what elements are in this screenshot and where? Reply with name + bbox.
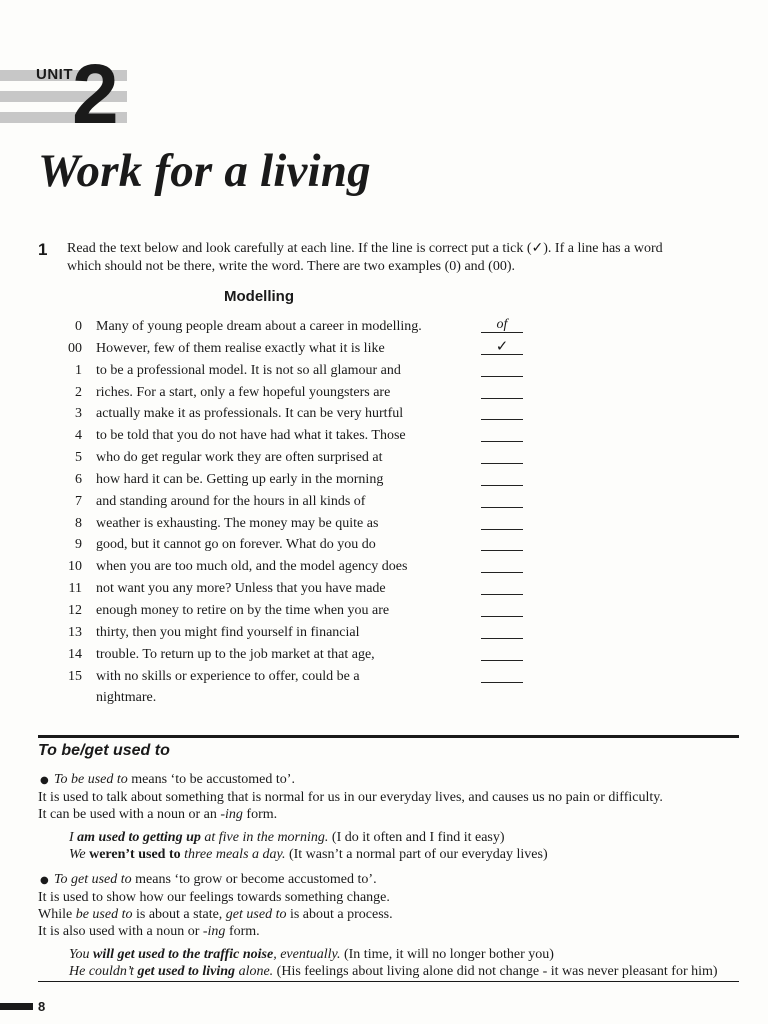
line-number: 10 — [68, 559, 82, 575]
line-text: to be told that you do not have had what it takes. Those — [96, 428, 406, 444]
answer-blank[interactable] — [481, 376, 523, 377]
line-number: 6 — [75, 471, 82, 487]
grammar-example: You will get used to the traffic noise, eventually. (In time, it will no longer bother you) — [69, 947, 554, 962]
answer-blank[interactable] — [481, 507, 523, 508]
line-text: to be a professional model. It is not so all glamour and — [96, 362, 401, 378]
exercise-lines — [0, 317, 768, 710]
instruction-line: which should not be there, write the word. There are two examples (0) and (00). — [67, 259, 515, 274]
line-number: 0 — [75, 319, 82, 334]
line-number: 14 — [68, 646, 82, 662]
grammar-heading: To be/get used to — [38, 742, 170, 759]
line-text: how hard it can be. Getting up early in the morning — [96, 471, 384, 487]
unit-number: 2 — [72, 47, 117, 141]
answer-blank[interactable] — [481, 529, 523, 530]
grammar-section — [38, 771, 758, 980]
exercise-line — [0, 623, 768, 645]
section-divider — [38, 735, 739, 738]
line-number: 00 — [68, 340, 82, 356]
line-text: actually make it as professionals. It can be very hurtful — [96, 406, 404, 422]
instruction-line: Read the text below and look carefully at each line. If the line is correct put a tick (✓). If a line has a word — [67, 241, 663, 256]
answer-blank[interactable] — [481, 398, 523, 399]
answer-blank[interactable] — [481, 317, 523, 333]
answer-text: of — [496, 317, 508, 332]
exercise-line — [0, 383, 768, 405]
exercise-line — [0, 470, 768, 492]
page-number: 8 — [38, 999, 46, 1014]
line-text: who do get regular work they are often surprised at — [96, 450, 383, 466]
answer-blank[interactable] — [481, 441, 523, 442]
unit-title: Work for a living — [38, 145, 371, 197]
exercise-line — [0, 601, 768, 623]
exercise-line — [0, 579, 768, 601]
exercise-number: 1 — [38, 240, 48, 259]
line-text: when you are too much old, and the model agency does — [96, 559, 408, 575]
grammar-example: He couldn’t get used to living alone. (His feelings about living alone did not change - it was never pleasant for him) — [69, 964, 718, 979]
footer-divider — [38, 981, 739, 982]
exercise-line — [0, 404, 768, 426]
answer-blank[interactable] — [481, 616, 523, 617]
line-text: nightmare. — [96, 690, 157, 706]
exercise-line — [0, 557, 768, 579]
line-number: 11 — [68, 581, 82, 597]
answer-blank[interactable] — [481, 550, 523, 551]
line-number: 12 — [68, 602, 82, 618]
exercise-line — [0, 492, 768, 514]
line-text: with no skills or experience to offer, could be a — [96, 668, 360, 684]
line-number: 13 — [68, 624, 82, 640]
tick-mark: ✓ — [495, 336, 509, 355]
answer-blank[interactable] — [481, 594, 523, 595]
answer-blank[interactable] — [481, 336, 523, 355]
line-number: 3 — [75, 406, 82, 422]
answer-blank[interactable] — [481, 660, 523, 661]
line-text: trouble. To return up to the job market at that age, — [96, 646, 375, 662]
line-number: 8 — [75, 515, 82, 531]
exercise-line — [0, 426, 768, 448]
bullet-icon: ● — [40, 875, 49, 886]
line-text: not want you any more? Unless that you have made — [96, 581, 386, 597]
answer-blank[interactable] — [481, 572, 523, 573]
exercise-line — [0, 645, 768, 667]
line-text: riches. For a start, only a few hopeful youngsters are — [96, 384, 391, 400]
grammar-explanation: It is also used with a noun or -ing form. — [38, 924, 260, 939]
line-text: weather is exhausting. The money may be quite as — [96, 515, 379, 531]
answer-blank[interactable] — [481, 463, 523, 464]
answer-blank[interactable] — [481, 419, 523, 420]
grammar-explanation: It can be used with a noun or an -ing form. — [38, 807, 278, 822]
exercise-line — [0, 361, 768, 383]
line-text: Many of young people dream about a career in modelling. — [96, 319, 422, 334]
line-number: 2 — [75, 384, 82, 400]
text-title: Modelling — [224, 288, 294, 305]
line-number: 9 — [75, 537, 82, 553]
grammar-explanation: It is used to talk about something that is normal for us in our everyday lives, and causes us no pain or difficulty. — [38, 790, 663, 805]
exercise-line — [0, 336, 768, 361]
answer-blank[interactable] — [481, 638, 523, 639]
line-number: 1 — [75, 362, 82, 378]
exercise-line — [0, 448, 768, 470]
bullet-icon: ● — [40, 775, 49, 786]
line-text: enough money to retire on by the time when you are — [96, 602, 390, 618]
exercise-line — [0, 514, 768, 536]
exercise-line — [0, 535, 768, 557]
line-text: and standing around for the hours in all kinds of — [96, 493, 366, 509]
line-text: However, few of them realise exactly what it is like — [96, 340, 385, 356]
line-number: 5 — [75, 450, 82, 466]
answer-blank[interactable] — [481, 682, 523, 683]
line-number: 7 — [75, 493, 82, 509]
grammar-point-get-used: ● To get used to means ‘to grow or become accustomed to’. — [40, 872, 377, 887]
unit-label: UNIT — [36, 66, 73, 83]
grammar-point-be-used: ● To be used to means ‘to be accustomed to’. — [40, 772, 295, 787]
grammar-example: I am used to getting up at five in the morning. (I do it often and I find it easy) — [69, 830, 505, 845]
page-number-bar — [0, 1003, 33, 1010]
exercise-line — [0, 688, 768, 710]
exercise-line — [0, 317, 768, 339]
grammar-explanation: While be used to is about a state, get used to is about a process. — [38, 907, 393, 922]
exercise-line — [0, 667, 768, 689]
line-number: 15 — [68, 668, 82, 684]
line-text: good, but it cannot go on forever. What do you do — [96, 537, 376, 553]
answer-blank[interactable] — [481, 485, 523, 486]
line-text: thirty, then you might find yourself in financial — [96, 624, 360, 640]
line-number: 4 — [75, 428, 82, 444]
grammar-example: We weren’t used to three meals a day. (It wasn’t a normal part of our everyday lives) — [69, 847, 548, 862]
exercise-instructions — [67, 240, 727, 276]
grammar-explanation: It is used to show how our feelings towards something change. — [38, 890, 390, 905]
